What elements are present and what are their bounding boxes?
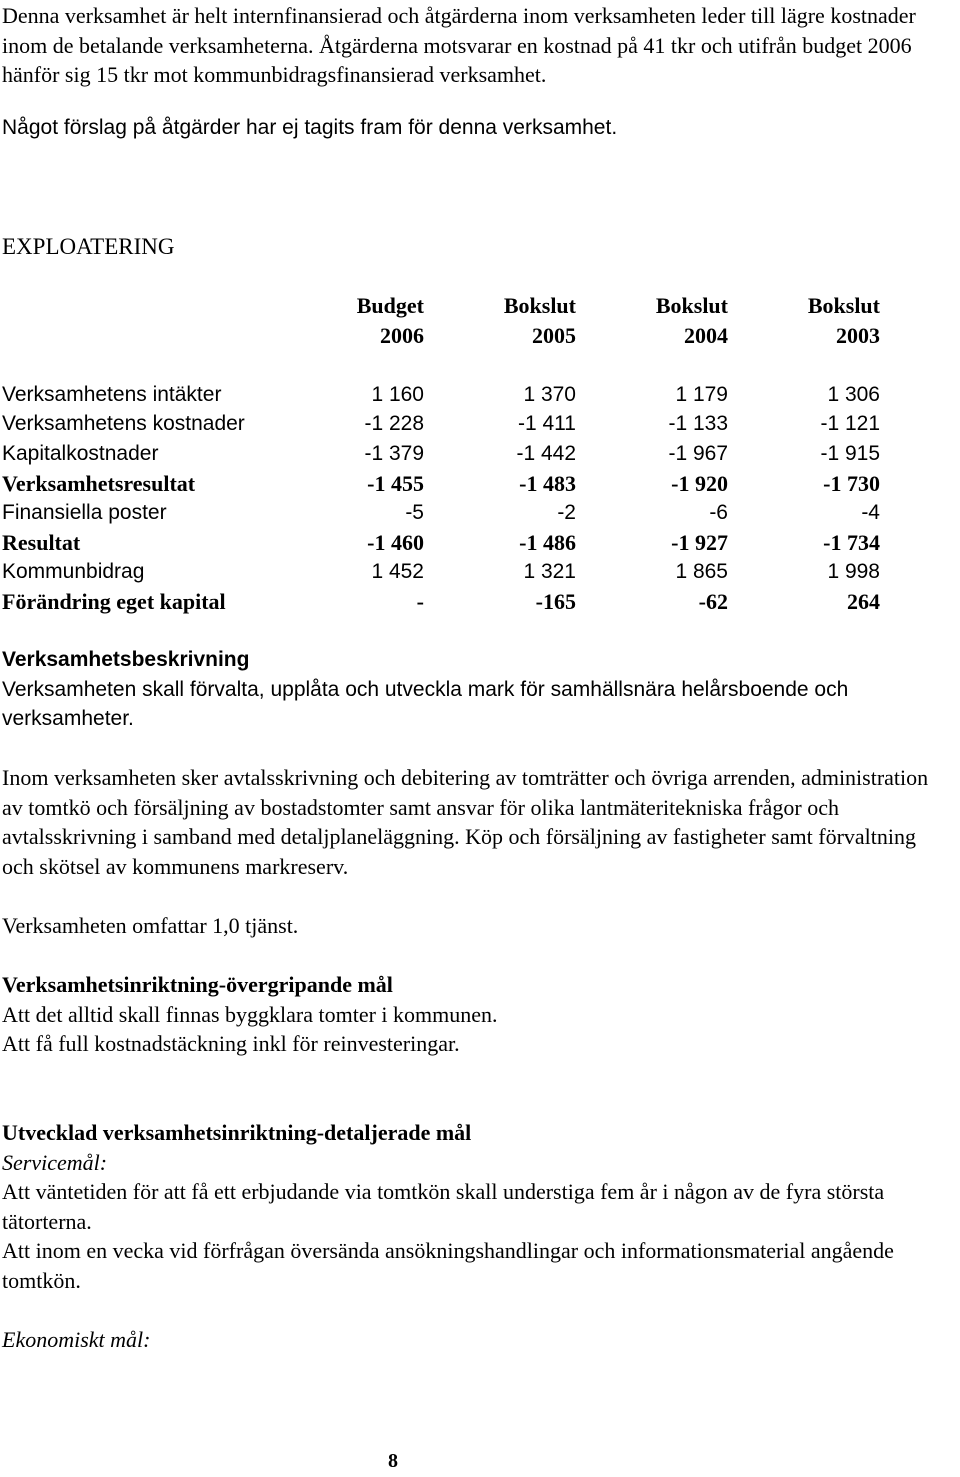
- row-label: Kapitalkostnader: [2, 442, 159, 466]
- row-label: Verksamhetsresultat: [2, 470, 196, 496]
- cell-value: -2: [557, 501, 576, 525]
- table-row-total: [2, 469, 880, 499]
- row-label: Kommunbidrag: [2, 560, 145, 584]
- table-header-row-2: [2, 321, 880, 351]
- cell-value: -4: [861, 501, 880, 525]
- table-row: [2, 557, 880, 587]
- cell-value: 1 865: [675, 560, 728, 584]
- service-goals-label: Servicemål:: [2, 1149, 108, 1175]
- row-label: Finansiella poster: [2, 501, 167, 525]
- cell-value: -1 915: [820, 442, 880, 466]
- intro-paragraph: Denna verksamhet är helt internfinansierad och åtgärderna inom verksamheten leder till lägre kostnader inom de betalande verksamheterna. Åtgärderna motsvarar en kostnad på 41 tkr och utifrån budget 2006 hänför sig 15 tkr mot kommunbidragsfinansierad verksamhet.: [2, 3, 916, 87]
- row-label: Resultat: [2, 529, 81, 555]
- cell-value: 264: [847, 588, 880, 614]
- row-label: Verksamhetens kostnader: [2, 412, 245, 436]
- column-year: 2005: [532, 322, 576, 348]
- page-number: 8: [388, 1450, 398, 1472]
- cell-value: -1 133: [668, 412, 728, 436]
- cell-value: 1 452: [371, 560, 424, 584]
- cell-value: 1 998: [827, 560, 880, 584]
- cell-value: -1 411: [518, 412, 576, 436]
- column-year: 2003: [836, 322, 880, 348]
- detailed-goals-section: [2, 1118, 952, 1295]
- cell-value: 1 160: [371, 382, 424, 406]
- description-heading: Verksamhetsbeskrivning: [2, 648, 250, 671]
- cell-value: 1 370: [523, 382, 576, 406]
- overall-goals-section: [2, 970, 952, 1059]
- table-row-total: [2, 587, 880, 617]
- table-header-row-1: [2, 291, 880, 321]
- cell-value: -1 927: [671, 529, 728, 555]
- table-row: [2, 439, 880, 469]
- goal-item: Att få full kostnadstäckning inkl för reinvesteringar.: [2, 1031, 460, 1056]
- column-header: Bokslut: [503, 293, 576, 319]
- cell-value: -1 228: [364, 412, 424, 436]
- cell-value: -1 920: [671, 470, 728, 496]
- column-header: Bokslut: [807, 293, 880, 319]
- cell-value: -1 121: [820, 412, 880, 436]
- column-year: 2006: [380, 322, 424, 348]
- cell-value: -1 379: [364, 442, 424, 466]
- cell-value: -1 734: [823, 529, 880, 555]
- column-header: Budget: [356, 293, 424, 319]
- cell-value: -1 486: [519, 529, 576, 555]
- column-year: 2004: [684, 322, 728, 348]
- service-goal: Att inom en vecka vid förfrågan översända ansökningshandlingar och informationsmaterial angående tomtkön.: [2, 1238, 894, 1293]
- service-goal: Att väntetiden för att få ett erbjudande via tomtkön skall understiga fem år i någon av de fyra största tätorterna.: [2, 1179, 885, 1234]
- cell-value: -6: [709, 501, 728, 525]
- cell-value: -1 483: [519, 470, 576, 496]
- cell-value: -165: [535, 588, 576, 614]
- intro-note: Något förslag på åtgärder har ej tagits fram för denna verksamhet.: [2, 116, 618, 139]
- cell-value: -5: [405, 501, 424, 525]
- cell-value: -1 455: [367, 470, 424, 496]
- table-row: [2, 380, 880, 410]
- description-text: Verksamheten skall förvalta, upplåta och utveckla mark för samhällsnära helårsboende och verksamheter.: [2, 677, 849, 730]
- economic-goal-label: Ekonomiskt mål:: [2, 1327, 151, 1352]
- cell-value: 1 179: [675, 382, 728, 406]
- overall-goals-heading: Verksamhetsinriktning-övergripande mål: [2, 972, 393, 997]
- cell-value: 1 321: [523, 560, 576, 584]
- table-row-total: [2, 528, 880, 558]
- column-header: Bokslut: [655, 293, 728, 319]
- cell-value: -1 460: [367, 529, 424, 555]
- financial-table: [2, 291, 880, 617]
- row-label: Verksamhetens intäkter: [2, 382, 222, 406]
- detailed-goals-heading: Utvecklad verksamhetsinriktning-detaljerade mål: [2, 1120, 472, 1145]
- goal-item: Att det alltid skall finnas byggklara tomter i kommunen.: [2, 1001, 498, 1027]
- cell-value: -62: [698, 588, 728, 614]
- cell-value: -: [416, 588, 424, 614]
- cell-value: -1 442: [516, 442, 576, 466]
- row-label: Förändring eget kapital: [2, 588, 226, 614]
- cell-value: -1 730: [823, 470, 880, 496]
- description-section: [2, 645, 952, 734]
- description-text: Inom verksamheten sker avtalsskrivning och debitering av tomträtter och övriga arrenden, administration av tomtkö och försäljning av bostadstomter samt ansvar för olika lantmäteritekniska frågor och avtalsskrivning i samband med detaljplaneläggning. Köp och försäljning av fastigheter samt förvaltning och skötsel av kommunens markreserv.: [2, 765, 929, 879]
- staffing-text: Verksamheten omfattar 1,0 tjänst.: [2, 913, 299, 938]
- table-row: [2, 409, 880, 439]
- table-row: [2, 498, 880, 528]
- cell-value: -1 967: [668, 442, 728, 466]
- section-title: EXPLOATERING: [2, 234, 175, 259]
- cell-value: 1 306: [827, 382, 880, 406]
